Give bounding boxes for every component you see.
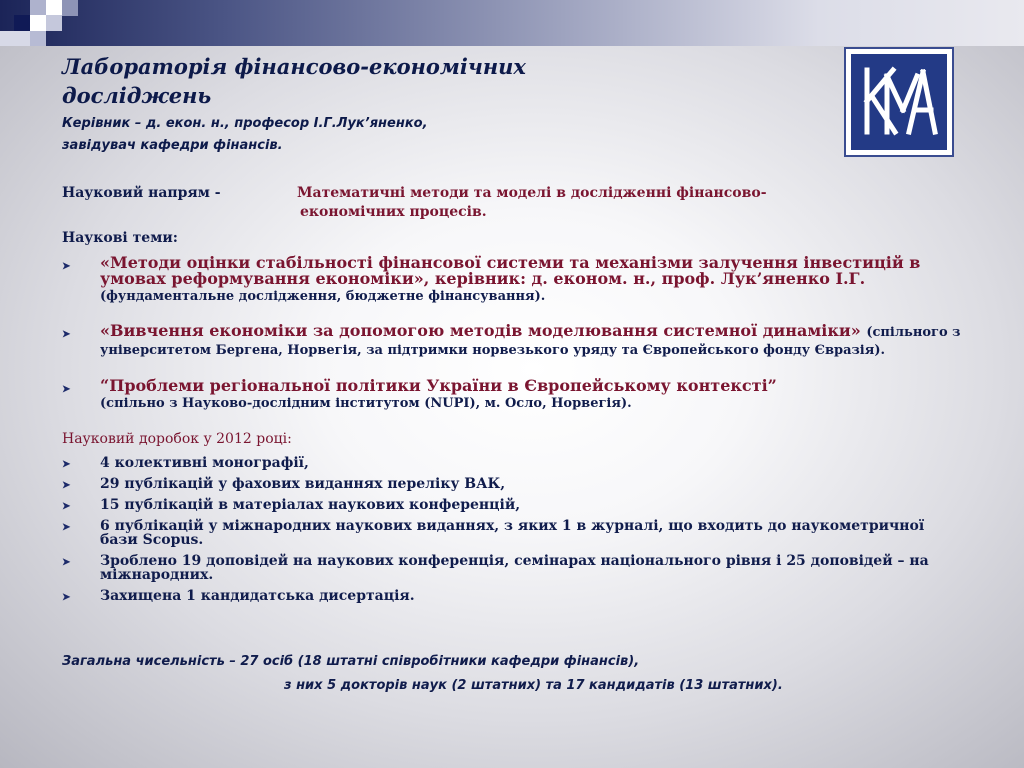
main-content bbox=[62, 184, 962, 603]
list-item bbox=[62, 255, 962, 305]
direction-text bbox=[297, 184, 767, 222]
list-item bbox=[62, 519, 962, 547]
decor-square bbox=[62, 0, 78, 16]
decor-square bbox=[30, 31, 46, 46]
head-line-2: завідувач кафедри фінансів. bbox=[62, 138, 283, 153]
themes-list bbox=[62, 255, 962, 412]
theme-note: (спільного з університетом Бергена, Норвегія, за підтримки норвезького уряду та Європейського фонду Євразія). bbox=[100, 325, 961, 358]
arrow-bullet-icon: ➤ bbox=[62, 459, 71, 470]
theme-note: (фундаментальне дослідження, бюджетне фінансування). bbox=[100, 289, 546, 304]
arrow-bullet-icon: ➤ bbox=[62, 501, 71, 512]
research-direction bbox=[62, 184, 962, 222]
page-title bbox=[62, 52, 762, 110]
direction-text-line-1: Математичні методи та моделі в дослідженні фінансово- bbox=[297, 185, 767, 201]
arrow-bullet-icon: ➤ bbox=[62, 384, 71, 395]
list-item bbox=[62, 589, 962, 603]
theme-title: «Вивчення економіки за допомогою методів моделювання системної динаміки» bbox=[100, 321, 861, 340]
decor-square bbox=[0, 31, 30, 46]
result-text: 6 публікацій у міжнародних наукових виданнях, з яких 1 в журналі, що входить до наукометричної бази Scopus. bbox=[100, 518, 925, 548]
decor-square bbox=[30, 15, 46, 31]
arrow-bullet-icon: ➤ bbox=[62, 592, 71, 603]
themes-label: Наукові теми: bbox=[62, 230, 178, 246]
arrow-bullet-icon: ➤ bbox=[62, 329, 71, 340]
result-text: Захищена 1 кандидатська дисертація. bbox=[100, 588, 415, 604]
logo-background bbox=[851, 54, 947, 150]
head-line-1: Керівник – д. екон. н., професор І.Г.Лук’яненко, bbox=[62, 116, 428, 131]
kma-monogram-logo bbox=[844, 47, 954, 157]
decor-square bbox=[46, 0, 62, 16]
list-item bbox=[62, 477, 962, 491]
top-decorative-band bbox=[0, 0, 1024, 46]
logo-monogram-icon bbox=[851, 54, 947, 150]
decor-square-dark bbox=[14, 15, 30, 31]
title-line-1: Лабораторія фінансово-економічних bbox=[62, 54, 526, 79]
theme-title: «Методи оцінки стабільності фінансової системи та механізми залучення інвестицій в умовах реформування економіки», керівник: д. економ. н., проф. Лук’яненко І.Г. bbox=[100, 253, 921, 288]
theme-title: “Проблеми регіональної політики України в Європейському контексті” bbox=[100, 376, 777, 395]
arrow-bullet-icon: ➤ bbox=[62, 522, 71, 533]
list-item bbox=[62, 456, 962, 470]
list-item bbox=[62, 323, 962, 359]
arrow-bullet-icon: ➤ bbox=[62, 261, 71, 272]
results-title: Науковий доробок у 2012 році: bbox=[62, 431, 292, 447]
arrow-bullet-icon: ➤ bbox=[62, 557, 71, 568]
direction-text-line-2: економічних процесів. bbox=[300, 204, 487, 220]
list-item bbox=[62, 498, 962, 512]
result-text: 4 колективні монографії, bbox=[100, 455, 309, 471]
total-line-2: з них 5 докторів наук (2 штатних) та 17 кандидатів (13 штатних). bbox=[284, 678, 783, 693]
result-text: 29 публікацій у фахових виданнях переліку ВАК, bbox=[100, 476, 506, 492]
results-list bbox=[62, 456, 962, 603]
list-item bbox=[62, 554, 962, 582]
decor-square bbox=[30, 0, 46, 16]
staff-total bbox=[62, 650, 962, 698]
theme-note: (спільно з Науково-дослідним інститутом (NUPI), м. Осло, Норвегія). bbox=[100, 396, 632, 411]
total-line-1: Загальна чисельність – 27 осіб (18 штатні співробітники кафедри фінансів), bbox=[62, 654, 640, 669]
direction-label: Науковий напрям - bbox=[62, 185, 221, 201]
decor-square bbox=[46, 15, 62, 31]
arrow-bullet-icon: ➤ bbox=[62, 480, 71, 491]
results-section bbox=[62, 430, 962, 603]
list-item bbox=[62, 378, 962, 412]
head-of-lab bbox=[62, 113, 762, 157]
result-text: 15 публікацій в матеріалах наукових конференцій, bbox=[100, 497, 521, 513]
title-line-2: досліджень bbox=[62, 83, 212, 108]
result-text: Зроблено 19 доповідей на наукових конференція, семінарах національного рівня і 25 доповідей – на міжнародних. bbox=[100, 553, 929, 583]
